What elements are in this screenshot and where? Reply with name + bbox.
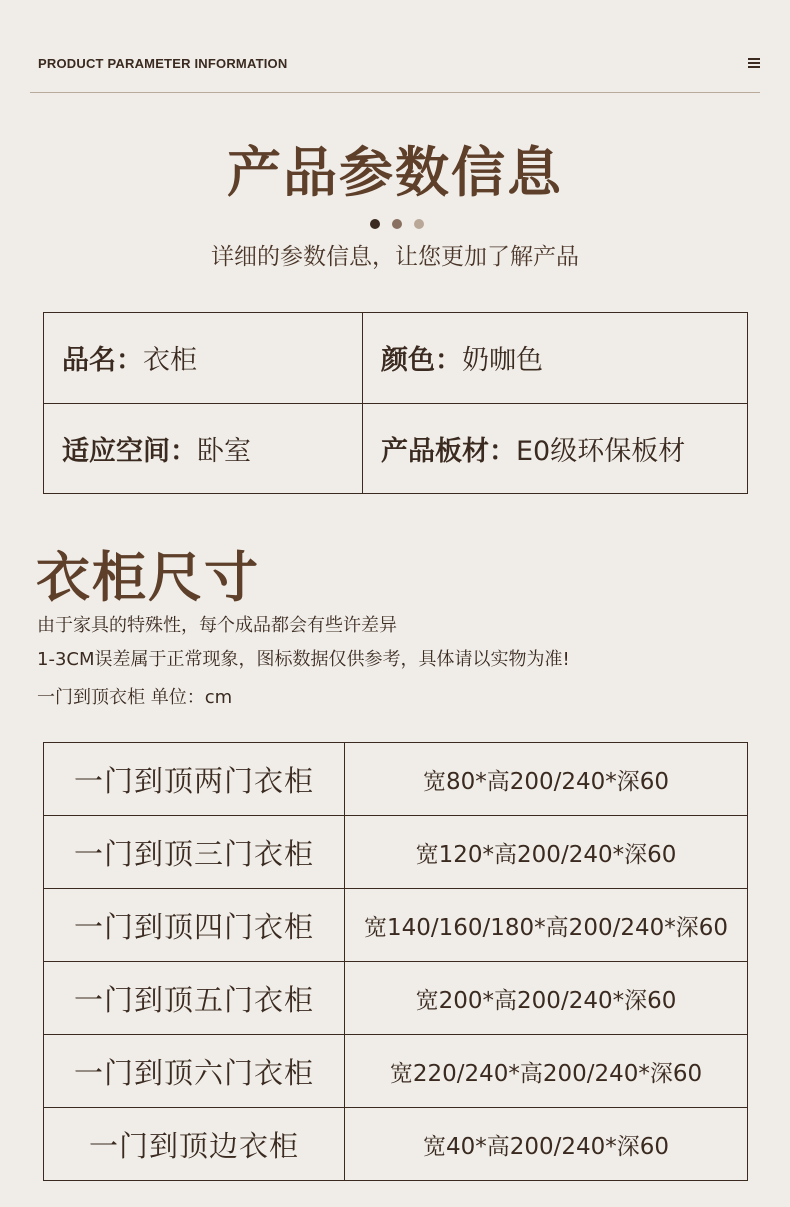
page-title: 产品参数信息 (227, 140, 563, 204)
param-value: 衣柜 (143, 345, 197, 377)
param-label: 适应空间： (62, 435, 197, 467)
param-table (43, 312, 748, 494)
param-cell (363, 313, 748, 404)
wardrobe-dimensions: 宽80*高200/240*深60 (345, 743, 748, 816)
wardrobe-name: 一门到顶边衣柜 (44, 1108, 345, 1181)
table-row (44, 743, 748, 816)
page-header (30, 50, 760, 80)
decorative-dots (370, 214, 431, 233)
size-table (43, 742, 748, 1181)
param-label: 产品板材： (381, 435, 516, 467)
size-unit-note: 一门到顶衣柜 单位：cm (37, 687, 233, 708)
param-cell (44, 313, 363, 404)
param-row (44, 403, 748, 494)
wardrobe-dimensions: 宽200*高200/240*深60 (345, 962, 748, 1035)
wardrobe-name: 一门到顶六门衣柜 (44, 1035, 345, 1108)
header-title: PRODUCT PARAMETER INFORMATION (38, 56, 288, 71)
wardrobe-dimensions: 宽120*高200/240*深60 (345, 816, 748, 889)
size-note: 由于家具的特殊性，每个成品都会有些许差异 (37, 615, 397, 636)
table-row (44, 889, 748, 962)
menu-icon[interactable] (748, 58, 760, 70)
size-note: 1-3CM误差属于正常现象，图标数据仅供参考，具体请以实物为准! (37, 649, 570, 670)
param-value: E0级环保板材 (516, 435, 686, 467)
wardrobe-name: 一门到顶两门衣柜 (44, 743, 345, 816)
param-label: 品名： (62, 345, 143, 377)
dot-1 (370, 219, 380, 229)
param-cell (363, 403, 748, 494)
table-row (44, 816, 748, 889)
wardrobe-dimensions: 宽40*高200/240*深60 (345, 1108, 748, 1181)
wardrobe-name: 一门到顶三门衣柜 (44, 816, 345, 889)
table-row (44, 1035, 748, 1108)
dot-3 (414, 219, 424, 229)
header-divider (30, 92, 760, 93)
param-value: 奶咖色 (462, 345, 543, 377)
page-subtitle: 详细的参数信息，让您更加了解产品 (211, 244, 579, 270)
wardrobe-dimensions: 宽140/160/180*高200/240*深60 (345, 889, 748, 962)
dot-2 (392, 219, 402, 229)
wardrobe-name: 一门到顶五门衣柜 (44, 962, 345, 1035)
wardrobe-dimensions: 宽220/240*高200/240*深60 (345, 1035, 748, 1108)
size-section-title: 衣柜尺寸 (36, 545, 260, 609)
table-row (44, 1108, 748, 1181)
param-label: 颜色： (381, 345, 462, 377)
param-cell (44, 403, 363, 494)
table-row (44, 962, 748, 1035)
param-row (44, 313, 748, 404)
param-value: 卧室 (197, 435, 251, 467)
wardrobe-name: 一门到顶四门衣柜 (44, 889, 345, 962)
